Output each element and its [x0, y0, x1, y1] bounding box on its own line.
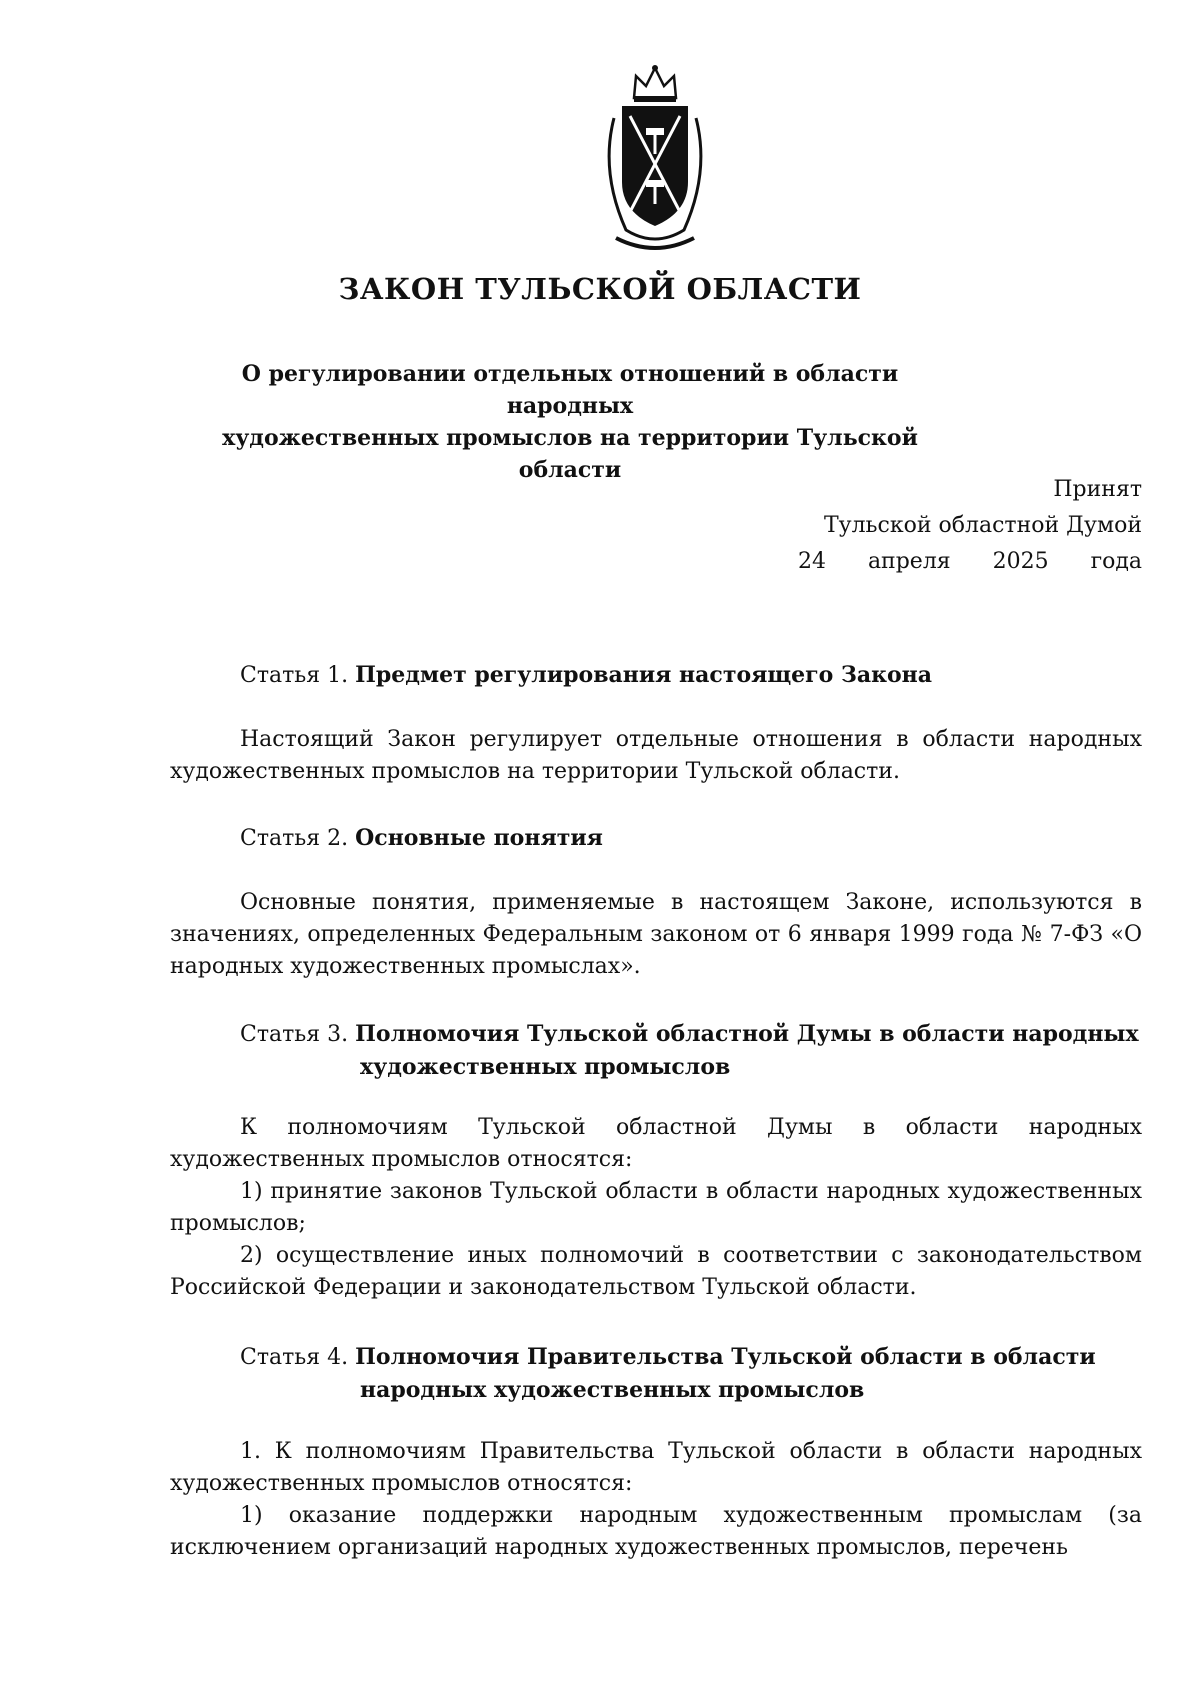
article-2-heading — [240, 822, 1145, 855]
law-subtitle — [200, 358, 940, 486]
subtitle-line: художественных промыслов на территории Тульской области — [222, 425, 918, 483]
law-title: ЗАКОН ТУЛЬСКОЙ ОБЛАСТИ — [338, 272, 862, 306]
coat-of-arms-icon — [596, 62, 714, 262]
subtitle-line: О регулировании отдельных отношений в области народных — [241, 361, 899, 419]
article-title: Предмет регулирования настоящего Закона — [355, 662, 933, 688]
adoption-date — [798, 544, 1142, 580]
adoption-day: 24 — [798, 549, 826, 574]
paragraph: К полномочиям Тульской областной Думы в области народных художественных промыслов относятся: — [170, 1115, 1142, 1172]
article-label: Статья 4. — [240, 1345, 349, 1370]
article-title: Основные понятия — [355, 825, 603, 851]
list-item: 1) принятие законов Тульской области в области народных художественных промыслов; — [170, 1179, 1142, 1236]
adoption-year: 2025 — [992, 549, 1049, 574]
article-2-body — [170, 887, 1142, 983]
article-title-line: художественных промыслов — [360, 1054, 731, 1080]
paragraph: Настоящий Закон регулирует отдельные отношения в области народных художественных промыслов на территории Тульской области. — [170, 727, 1142, 784]
adoption-year-word: года — [1090, 549, 1142, 574]
adoption-month: апреля — [867, 549, 951, 574]
adopted-by: Тульской областной Думой — [823, 513, 1142, 538]
article-1-heading — [240, 659, 1145, 692]
article-label: Статья 1. — [240, 663, 349, 688]
article-label: Статья 3. — [240, 1022, 349, 1047]
article-1-body — [170, 724, 1142, 788]
article-4-body — [170, 1436, 1142, 1564]
article-title-line: народных художественных промыслов — [360, 1377, 865, 1403]
paragraph: Основные понятия, применяемые в настоящем Законе, используются в значениях, определенных Федеральным законом от 6 января 1999 года № 7-ФЗ «О народных художественных промыслах». — [170, 890, 1142, 979]
article-title-line: Полномочия Правительства Тульской области в области — [355, 1344, 1096, 1370]
article-3-heading — [240, 1018, 1145, 1083]
adopted-label: Принят — [1053, 477, 1142, 502]
adoption-block — [798, 472, 1142, 580]
article-4-heading — [240, 1341, 1145, 1406]
list-item: 2) осуществление иных полномочий в соответствии с законодательством Российской Федерации и законодательством Тульской области. — [170, 1243, 1142, 1300]
article-3-body — [170, 1112, 1142, 1304]
article-label: Статья 2. — [240, 826, 349, 851]
paragraph: 1. К полномочиям Правительства Тульской области в области народных художественных промыслов относятся: — [170, 1439, 1142, 1496]
list-item: 1) оказание поддержки народным художественным промыслам (за исключением организаций народных художественных промыслов, перечень — [170, 1503, 1142, 1560]
article-title-line: Полномочия Тульской областной Думы в области народных — [355, 1021, 1139, 1047]
